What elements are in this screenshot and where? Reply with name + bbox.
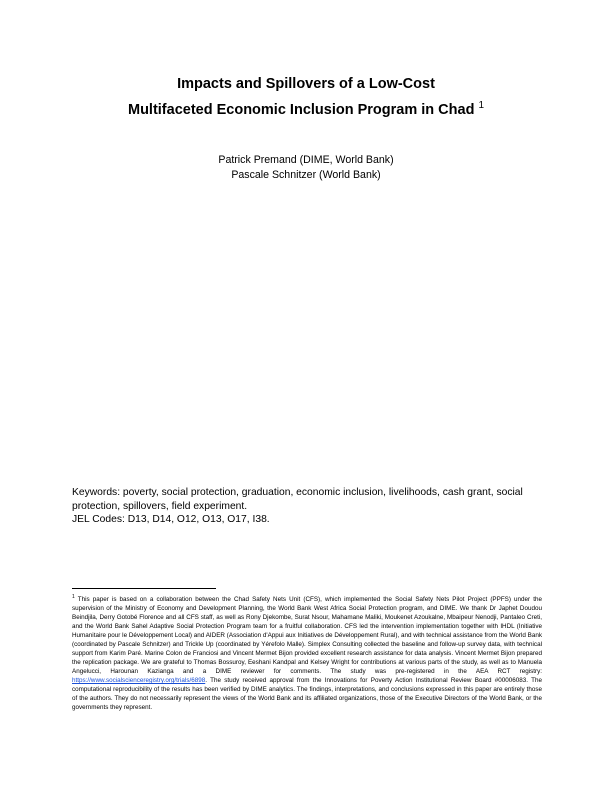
footnote-mark: 1 [72, 594, 75, 600]
title-line-2 [0, 95, 612, 121]
footnote-text-continued: . The study received approval from the Innovations for Poverty Action Institutional Review Board #00006083. The computational reproducibility of the results has been verified by DIME analytics. The findings, interpretations, and conclusions expressed in this paper are entirely those of the authors. They do not necessarily represent the views of the World Bank and its affiliated organizations, those of the Executive Directors of the World Bank, or the governments they represent. [72, 677, 542, 712]
title-line-2-text: Multifaceted Economic Inclusion Program in Chad [127, 101, 475, 118]
keywords-block [72, 486, 542, 527]
jel-codes: JEL Codes: D13, D14, O12, O13, O17, I38. [72, 514, 270, 525]
footnote [72, 593, 542, 712]
registry-link[interactable]: https://www.socialscienceregistry.org/trials/6898 [72, 677, 206, 685]
title-footnote-mark: 1 [478, 100, 485, 111]
paper-title [0, 74, 612, 121]
author-2: Pascale Schnitzer (World Bank) [231, 169, 381, 181]
author-list [0, 153, 612, 183]
keywords-line-2: protection, spillovers, field experiment. [72, 500, 248, 512]
author-1: Patrick Premand (DIME, World Bank) [218, 154, 394, 166]
footnote-separator [72, 588, 216, 589]
footnote-text: This paper is based on a collaboration between the Chad Safety Nets Unit (CFS), which implemented the Social Safety Nets Pilot Project (PPFS) under the supervision of the Ministry of Economy and Development Planning, the World Bank West Africa Social Protection program, and DIME. We thank Dr Japhet Doudou Beindjila, Derry Gotobé Florence and all CFS staff, as well as Rony Djekombe, Surat Nsour, Mahamane Maliki, Moukenet Azoukalne, Mbaipeur Nenodji, Pantaleo Creti, and the World Bank Sahel Adaptive Social Protection Program team for a fruitful collaboration. CFS led the intervention implementation together with IHDL (Initiative Humanitaire pour le Développement Local) and AIDER (Association d'Appui aux Initiatives de Développement Rural), and with technical assistance from the World Bank (coordinated by Pascale Schnitzer) and Trickle Up (coordinated by Yérefolo Malle). Simplex Consulting collected the baseline and follow-up survey data, with technical support from Karim Paré. Marine Colon de Franciosi and Vincent Mermet Bijon provided excellent research assistance for data analysis. Vincent Mermet Bijon prepared the replication package. We are grateful to Thomas Bossuroy, Eeshani Kandpal and Kelsey Wright for contributions at various parts of the study, as well as to Manuela Angelucci, Harounan Kazianga and a DIME reviewer for comments. The study was pre-registered in the AEA RCT registry: [72, 596, 542, 676]
keywords-line-1: Keywords: poverty, social protection, graduation, economic inclusion, livelihoods, cash grant, social [72, 487, 523, 498]
title-line-1: Impacts and Spillovers of a Low-Cost [177, 76, 435, 92]
